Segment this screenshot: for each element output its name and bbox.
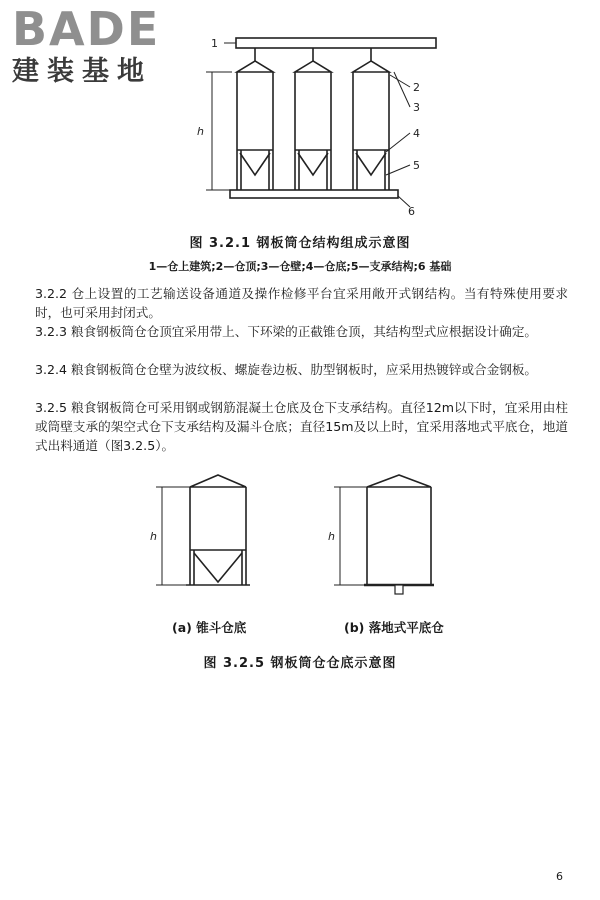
label-2: 2: [413, 81, 420, 94]
logo-wordmark: BADE: [12, 2, 161, 56]
silo-1: [237, 48, 273, 190]
silo-2: [295, 48, 331, 190]
paragraph-3-2-2: 3.2.2 仓上设置的工艺输送设备通道及操作检修平台宜采用敞开式钢结构。当有特殊使用要求时，也可采用封闭式。: [35, 286, 568, 320]
paragraph-3-2-4: 3.2.4 粮食钢板筒仓仓壁为波纹板、螺旋卷边板、肋型钢板时，应采用热镀锌或合金钢板。: [35, 362, 538, 377]
paragraph-3-2-3: 3.2.3 粮食钢板筒仓仓顶宜采用带上、下环梁的正截锥仓顶，其结构型式应根据设计确定。: [35, 324, 538, 339]
silo-structure-figure: [0, 25, 600, 245]
hopper-silo: [156, 475, 250, 585]
figure-1-caption: 图 3.2.1 钢板筒仓结构组成示意图: [189, 236, 411, 251]
sub-caption-a: (a) 锥斗仓底: [172, 620, 247, 635]
figure-2-caption: 图 3.2.5 钢板筒仓仓底示意图: [203, 656, 397, 671]
logo-subtitle: 建装基地: [12, 56, 152, 87]
silo-bottom-figure: [0, 470, 600, 630]
label-6: 6: [408, 205, 415, 218]
sub-caption-b: (b) 落地式平底仓: [344, 620, 444, 635]
flat-bottom-silo: [334, 475, 434, 594]
label-5: 5: [413, 159, 420, 172]
hopper-h-label: h: [150, 530, 157, 543]
label-4: 4: [413, 127, 420, 140]
paragraph-3-2-5: 3.2.5 粮食钢板筒仓可采用钢或钢筋混凝土仓底及仓下支承结构。直径12m以下时，宜采用由柱或筒壁支承的架空式仓下支承结构及漏斗仓底；直径15m及以上时，宜采用落地式平底仓，地道式出料通道（图3.2.5）。: [35, 400, 568, 453]
flat-h-label: h: [328, 530, 335, 543]
label-1: 1: [211, 37, 218, 50]
label-h: h: [197, 125, 204, 138]
label-3: 3: [413, 101, 420, 114]
silo-3: [353, 48, 389, 190]
page-number: 6: [556, 870, 563, 883]
figure-1-legend: 1—仓上建筑;2—仓顶;3—仓壁;4—仓底;5—支承结构;6 基础: [148, 260, 452, 273]
